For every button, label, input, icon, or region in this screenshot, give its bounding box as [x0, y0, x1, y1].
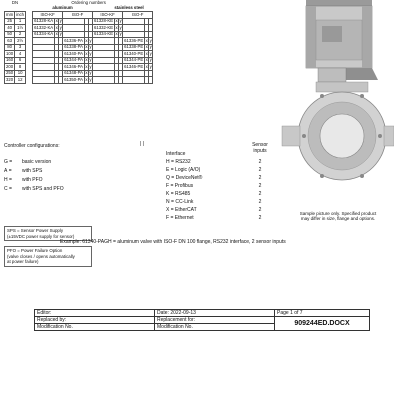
option-mark: x	[145, 57, 148, 63]
option-mark: y	[59, 18, 62, 24]
image-caption: Sample picture only. Specified product may differ in size, flange and options.	[299, 211, 377, 221]
option-mark: y	[89, 63, 92, 69]
ordering-table	[4, 0, 153, 84]
inch-header: inch	[16, 11, 25, 17]
mm-cell: 100	[6, 50, 14, 56]
interface-code: X = EtherCAT	[166, 207, 197, 213]
option-mark: y	[149, 50, 152, 56]
al-isokf-cell: 61328-KA	[34, 18, 54, 24]
inch-cell: 10	[15, 70, 26, 77]
option-mark: x	[115, 24, 118, 30]
gap	[26, 77, 33, 84]
version-text: with PFO	[22, 177, 43, 183]
option-mark: y	[119, 31, 122, 37]
mm-cell: 320	[6, 76, 14, 82]
version-text: with SPS and PFO	[22, 186, 64, 192]
option-mark: y	[119, 18, 122, 24]
sps-note: SPS = Sensor Power Supply (±15VDC power supply for sensor)	[4, 226, 92, 241]
version-text: with SPS	[22, 168, 43, 174]
al-isof-cell: 61336-PA	[64, 37, 83, 43]
option-mark: x	[85, 70, 88, 76]
document-footer	[34, 309, 370, 331]
al-isof-cell: 61340-PA	[64, 50, 83, 56]
al-isof-cell: 61350-PA	[64, 76, 83, 82]
option-mark: y	[89, 44, 92, 50]
option-mark: x	[55, 18, 58, 24]
ss-isokf-cell: 61334-KE	[93, 31, 114, 37]
inch-cell: 12	[15, 77, 26, 84]
footer-replacement-for: Replacement for:	[155, 317, 275, 324]
sensor-inputs: 2	[258, 207, 262, 213]
al-isokf-cell: 61334-KA	[34, 31, 54, 37]
mm-cell: 25	[5, 18, 15, 25]
option-mark: x	[145, 63, 148, 69]
option-mark: x	[55, 31, 58, 37]
al-isokf-header: ISO-KF	[33, 12, 63, 19]
mm-cell: 40	[5, 25, 15, 32]
inch-cell: 8	[15, 64, 26, 71]
option-mark: y	[149, 63, 152, 69]
footer-modification-2: Modification No.	[155, 324, 275, 331]
ss-isof-cell	[123, 77, 145, 84]
mm-cell: 160	[6, 57, 14, 63]
interface-code: F = Profibus	[166, 183, 194, 189]
option-mark	[149, 77, 153, 84]
version-item: G =	[4, 159, 13, 165]
sensor-inputs: 2	[258, 183, 262, 189]
option-mark: y	[149, 44, 152, 50]
ss-isof-header: ISO-F	[123, 12, 153, 19]
ss-isof-cell: 61336-PE	[124, 37, 144, 43]
option-mark: x	[85, 44, 88, 50]
aluminum-header: aluminum	[52, 5, 73, 11]
option-mark: y	[119, 24, 122, 30]
interface-label: Interface	[166, 151, 186, 157]
ss-isokf-cell	[92, 77, 114, 84]
ss-isokf-header: ISO-KF	[92, 12, 122, 19]
al-isof-cell: 61344-PA	[64, 57, 83, 63]
sensor-inputs: 2	[258, 167, 262, 173]
mm-cell: 200	[6, 63, 14, 69]
option-mark: x	[85, 50, 88, 56]
footer-docname: 909244ED.DOCX	[275, 317, 370, 331]
inch-cell: 2	[15, 31, 26, 38]
version-item: A =	[4, 168, 12, 174]
version-text: basic version	[22, 159, 52, 165]
option-mark: x	[145, 37, 148, 43]
inch-cell: 2½	[15, 38, 26, 45]
ss-isof-cell: 61346-PE	[124, 63, 144, 69]
version-item: C =	[4, 186, 12, 192]
inch-cell: 6	[15, 57, 26, 64]
al-isof-cell: 61346-PA	[64, 63, 83, 69]
inch-cell: 1½	[15, 25, 26, 32]
mm-cell: 250	[6, 70, 14, 76]
option-mark: y	[89, 37, 92, 43]
sensor-inputs: 2	[258, 159, 262, 165]
mm-cell: 50	[5, 31, 15, 38]
ss-isof-cell: 61340-PE	[124, 50, 144, 56]
option-mark: y	[149, 57, 152, 63]
footer-editor: Editor:	[35, 310, 155, 317]
al-isof-cell: 61348-PA	[64, 70, 83, 76]
footer-page: Page 1 of 7	[275, 310, 370, 317]
option-mark: y	[149, 37, 152, 43]
option-mark: x	[115, 31, 118, 37]
sensor-inputs: 2	[258, 199, 262, 205]
interface-code: K = RS485	[166, 191, 191, 197]
option-mark: x	[145, 50, 148, 56]
option-mark: y	[59, 31, 62, 37]
config-title: Controller configurations:	[4, 143, 60, 149]
config-separator: | |	[140, 141, 144, 147]
stainless-header: stainless steel	[114, 5, 144, 11]
al-isokf-cell	[33, 77, 55, 84]
option-mark: y	[89, 76, 92, 82]
option-mark: x	[115, 18, 118, 24]
mm-cell: 63	[5, 38, 15, 45]
inch-cell: 4	[15, 51, 26, 58]
sensor-label: Sensor inputs	[252, 142, 268, 154]
version-item: H =	[4, 177, 12, 183]
ss-isof-cell: 61344-PE	[124, 57, 144, 63]
option-mark: x	[145, 44, 148, 50]
example-text: Example: 61340-PAGH = aluminum valve with ISO-F DN 100 flange, RS232 interface, 2 sensor inputs	[60, 239, 286, 245]
option-mark: x	[85, 37, 88, 43]
option-mark: y	[89, 57, 92, 63]
option-mark: x	[85, 57, 88, 63]
footer-date: Date: 2022-09-13	[155, 310, 275, 317]
ss-isokf-cell: 61332-KE	[93, 24, 114, 30]
interface-code: E = Logic (A/O)	[166, 167, 201, 173]
dn-header: DN	[11, 0, 19, 5]
al-isof-cell: 61338-PA	[64, 44, 83, 50]
option-mark: x	[85, 63, 88, 69]
mm-header: mm	[6, 11, 14, 17]
option-mark: y	[89, 70, 92, 76]
footer-modification: Modification No.	[35, 324, 155, 331]
al-isof-header: ISO-F	[63, 12, 93, 19]
interface-code: F = Ethernet	[166, 215, 194, 221]
mm-cell: 80	[5, 44, 15, 51]
interface-code: N = CC-Link	[166, 199, 194, 205]
inch-cell: 1	[15, 18, 26, 25]
ss-isof-cell: 61338-PE	[124, 44, 144, 50]
table-row	[5, 77, 153, 84]
interface-code: Q = DeviceNet®	[166, 175, 203, 181]
al-isokf-cell: 61332-KA	[34, 24, 54, 30]
ordering-header: Ordering numbers	[71, 0, 106, 5]
pfo-note: PFO = Power Failure Option (valve closes / opens automatically at power failure)	[4, 246, 92, 267]
interface-code: H = RS232	[166, 159, 191, 165]
option-mark: x	[85, 76, 88, 82]
sensor-inputs: 2	[258, 215, 262, 221]
sensor-inputs: 2	[258, 175, 262, 181]
valve-image	[278, 0, 394, 200]
footer-replaced-by: Replaced by:	[35, 317, 155, 324]
ss-isokf-cell: 61328-KE	[93, 18, 114, 24]
option-mark: y	[59, 24, 62, 30]
option-mark: y	[89, 50, 92, 56]
inch-cell: 3	[15, 44, 26, 51]
option-mark: x	[55, 24, 58, 30]
sensor-inputs: 2	[258, 191, 262, 197]
